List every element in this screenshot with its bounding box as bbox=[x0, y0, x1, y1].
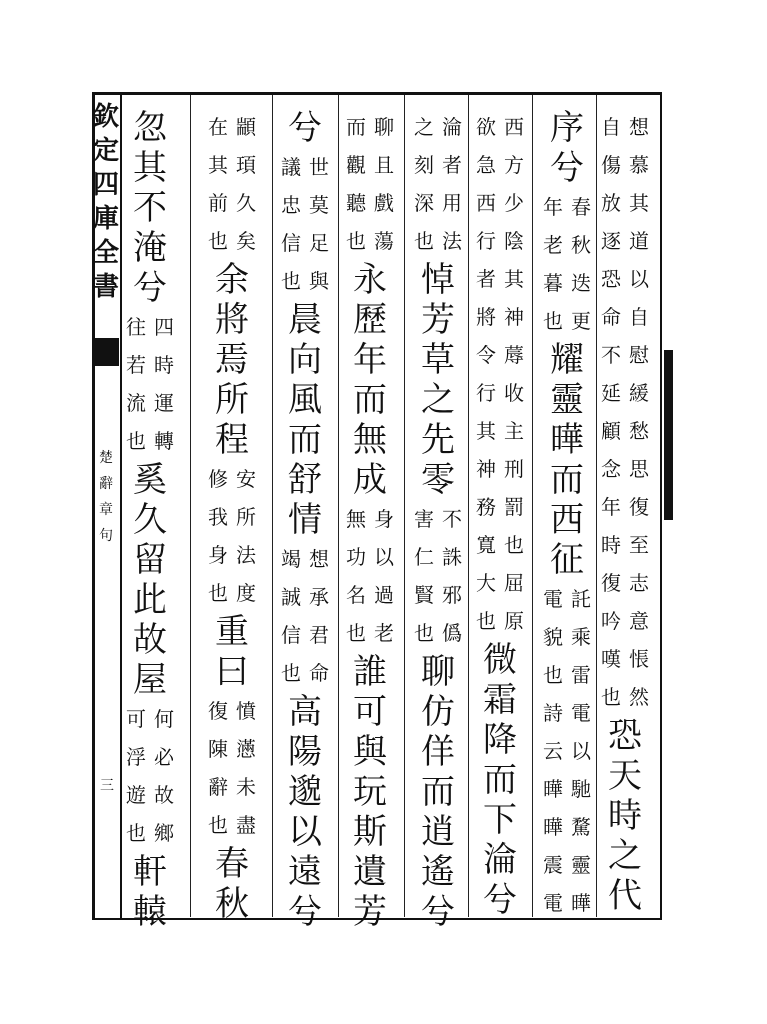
main-text: 耀 靈 曄 而 西 征 bbox=[550, 340, 584, 580]
main-text: 微 霜 降 而 下 淪 兮 bbox=[483, 640, 517, 920]
main-text: 高 陽 邈 以 遠 兮 bbox=[288, 692, 322, 932]
main-text: 兮 bbox=[288, 108, 322, 148]
commentary-line: 淪 者 用 法 bbox=[442, 115, 462, 253]
column-rule bbox=[404, 95, 405, 917]
commentary-line: 在 其 前 也 bbox=[208, 115, 228, 253]
page-number: 三 bbox=[100, 778, 114, 794]
commentary-text bbox=[542, 188, 592, 340]
commentary-line: 想 慕 其 道 以 自 慰 緩 愁 思 復 至 志 意 悵 然 bbox=[629, 115, 649, 709]
column-rule bbox=[532, 95, 533, 917]
text-column bbox=[414, 108, 462, 932]
frame-right-border bbox=[660, 92, 662, 920]
column-rule bbox=[468, 95, 469, 917]
commentary-text bbox=[125, 700, 175, 852]
commentary-text bbox=[280, 540, 330, 692]
commentary-line: 無 功 名 也 bbox=[346, 507, 366, 645]
commentary-line: 春 秋 迭 更 bbox=[571, 195, 591, 333]
commentary-line: 電 貌 也 詩 云 曄 曄 震 電 bbox=[543, 587, 563, 915]
spine-title: 欽 定 四 庫 全 書 bbox=[93, 102, 120, 302]
text-column bbox=[281, 108, 329, 932]
text-column bbox=[543, 108, 591, 922]
commentary-line: 議 忠 信 也 bbox=[281, 155, 301, 293]
commentary-line: 聊 且 戲 蕩 bbox=[374, 115, 394, 253]
commentary-line: 欲 急 西 行 者 將 令 行 其 神 務 寬 大 也 bbox=[476, 115, 496, 633]
main-text: 誰 可 與 玩 斯 遺 芳 bbox=[353, 652, 387, 932]
commentary-line: 修 我 身 也 bbox=[208, 467, 228, 605]
commentary-line: 世 莫 足 與 bbox=[309, 155, 329, 293]
commentary-line: 可 浮 遊 也 bbox=[126, 707, 146, 845]
commentary-line: 顓 頊 久 矣 bbox=[236, 115, 256, 253]
commentary-line: 往 若 流 也 bbox=[126, 315, 146, 453]
commentary-text bbox=[475, 108, 525, 640]
main-text: 恐 天 時 之 代 bbox=[608, 716, 642, 916]
main-text: 春 秋 bbox=[215, 844, 249, 924]
text-column bbox=[208, 108, 256, 924]
commentary-text bbox=[345, 500, 395, 652]
commentary-text bbox=[207, 460, 257, 612]
commentary-line: 憤 懣 未 盡 bbox=[236, 699, 256, 837]
commentary-text bbox=[207, 692, 257, 844]
column-rule bbox=[338, 95, 339, 917]
text-column bbox=[126, 108, 174, 932]
commentary-text bbox=[207, 108, 257, 260]
main-text: 余 將 焉 所 程 bbox=[215, 260, 249, 460]
commentary-line: 復 陳 辭 也 bbox=[208, 699, 228, 837]
main-text: 悼 芳 草 之 先 零 bbox=[421, 260, 455, 500]
main-text: 軒 轅 bbox=[133, 852, 167, 932]
commentary-text bbox=[413, 108, 463, 260]
main-text: 重 曰 bbox=[215, 612, 249, 692]
column-rule bbox=[272, 95, 273, 917]
commentary-line: 西 方 少 陰 其 神 蓐 收 主 刑 罰 也 屈 原 bbox=[504, 115, 524, 633]
commentary-text bbox=[280, 148, 330, 300]
main-text: 奚 久 留 此 故 屋 bbox=[133, 460, 167, 700]
commentary-text bbox=[125, 308, 175, 460]
commentary-line: 身 以 過 老 bbox=[374, 507, 394, 645]
commentary-text bbox=[413, 500, 463, 652]
text-column bbox=[476, 108, 524, 920]
commentary-line: 四 時 運 轉 bbox=[154, 315, 174, 453]
commentary-line: 想 承 君 命 bbox=[309, 547, 329, 685]
commentary-line: 害 仁 賢 也 bbox=[414, 507, 434, 645]
text-column bbox=[601, 108, 649, 916]
margin-bar-mark bbox=[664, 350, 673, 520]
main-text: 永 歷 年 而 無 成 bbox=[353, 260, 387, 500]
commentary-line: 而 觀 聽 也 bbox=[346, 115, 366, 253]
commentary-line: 自 傷 放 逐 恐 命 不 延 顧 念 年 時 復 吟 嘆 也 bbox=[601, 115, 621, 709]
commentary-line: 安 所 法 度 bbox=[236, 467, 256, 605]
main-text: 聊 仿 佯 而 逍 遙 兮 bbox=[421, 652, 455, 932]
commentary-line: 之 刻 深 也 bbox=[414, 115, 434, 253]
center-label: 楚 辭 章 句 bbox=[99, 450, 113, 544]
commentary-text bbox=[345, 108, 395, 260]
column-rule bbox=[596, 95, 597, 917]
commentary-text bbox=[542, 580, 592, 922]
frame-top-border bbox=[92, 92, 662, 95]
commentary-line: 竭 誠 信 也 bbox=[281, 547, 301, 685]
text-column bbox=[346, 108, 394, 932]
main-text: 晨 向 風 而 舒 情 bbox=[288, 300, 322, 540]
commentary-line: 年 老 暮 也 bbox=[543, 195, 563, 333]
commentary-text bbox=[600, 108, 650, 716]
column-rule bbox=[190, 95, 191, 917]
main-text: 忽 其 不 淹 兮 bbox=[133, 108, 167, 308]
main-text: 序 兮 bbox=[550, 108, 584, 188]
gutter-divider bbox=[120, 92, 122, 920]
commentary-line: 何 必 故 鄉 bbox=[154, 707, 174, 845]
commentary-line: 託 乘 雷 電 以 馳 騖 靈 曄 bbox=[571, 587, 591, 915]
fish-tail-mark bbox=[93, 338, 119, 366]
commentary-line: 不 誅 邪 僞 bbox=[442, 507, 462, 645]
